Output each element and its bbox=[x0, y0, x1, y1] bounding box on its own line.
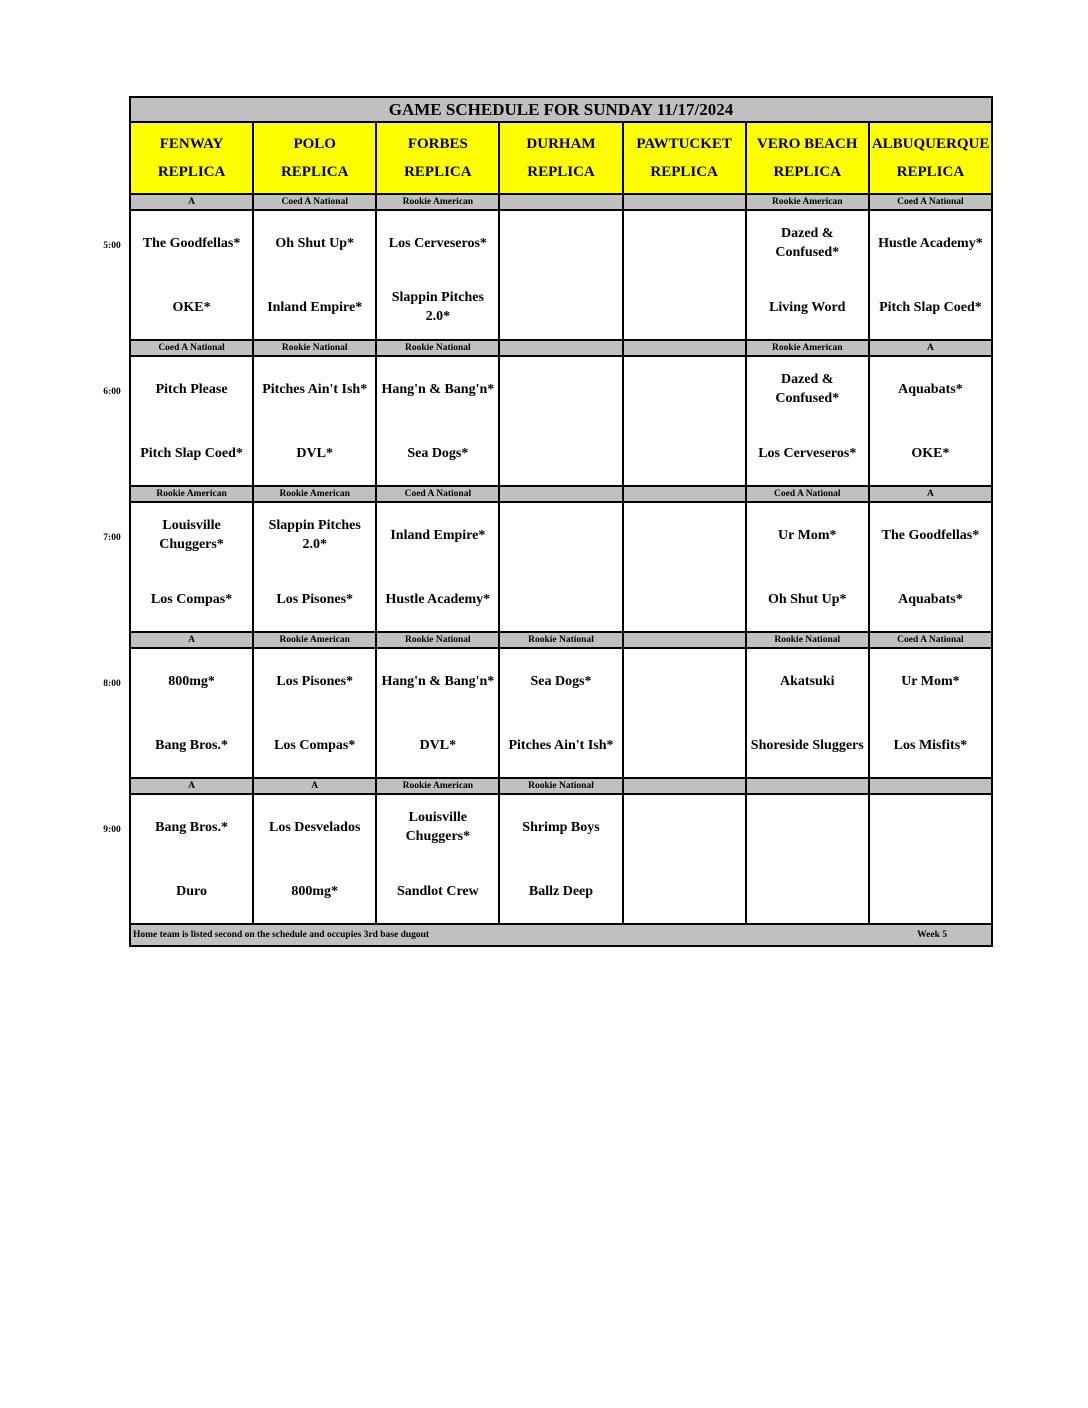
division-label bbox=[623, 632, 746, 648]
game-cell bbox=[869, 648, 992, 778]
home-team: Aquabats* bbox=[898, 591, 963, 607]
division-label: Coed A National bbox=[376, 486, 499, 502]
field-header-albuquerque bbox=[869, 122, 992, 194]
game-row bbox=[130, 210, 992, 340]
home-team bbox=[626, 421, 743, 485]
matchup bbox=[502, 649, 619, 777]
game-cell bbox=[499, 502, 622, 632]
matchup bbox=[133, 649, 250, 777]
time-slot-label: 7:00 bbox=[103, 533, 121, 543]
away-team: Akatsuki bbox=[780, 673, 835, 689]
matchup bbox=[133, 795, 250, 923]
away-team: The Goodfellas* bbox=[142, 235, 241, 251]
time-slot-label: 8:00 bbox=[103, 679, 121, 689]
footer-cell bbox=[130, 924, 992, 946]
game-cell bbox=[499, 648, 622, 778]
away-team: 800mg* bbox=[168, 673, 215, 689]
game-cell bbox=[376, 356, 499, 486]
home-team bbox=[872, 859, 989, 923]
game-cell bbox=[623, 794, 746, 924]
division-label: Rookie American bbox=[376, 778, 499, 794]
division-label: Coed A National bbox=[869, 194, 992, 210]
home-team: Sea Dogs* bbox=[407, 445, 469, 461]
division-label bbox=[623, 486, 746, 502]
game-cell bbox=[130, 502, 253, 632]
matchup bbox=[256, 795, 373, 923]
home-team: Los Misfits* bbox=[893, 737, 968, 753]
home-team bbox=[502, 421, 619, 485]
home-team: Los Compas* bbox=[150, 591, 233, 607]
away-team: Bang Bros.* bbox=[155, 819, 228, 835]
away-team bbox=[626, 357, 743, 421]
matchup bbox=[626, 649, 743, 777]
division-label bbox=[499, 486, 622, 502]
division-label bbox=[623, 194, 746, 210]
division-label: Rookie National bbox=[376, 632, 499, 648]
division-label: A bbox=[869, 486, 992, 502]
game-cell bbox=[130, 794, 253, 924]
division-label: Coed A National bbox=[869, 632, 992, 648]
matchup bbox=[749, 795, 866, 923]
away-team: The Goodfellas* bbox=[881, 527, 980, 543]
away-team: Louisville Chuggers* bbox=[159, 518, 224, 552]
field-header-durham bbox=[499, 122, 622, 194]
game-cell bbox=[376, 502, 499, 632]
matchup bbox=[872, 357, 989, 485]
game-cell bbox=[253, 210, 376, 340]
field-name: DURHAM bbox=[526, 136, 596, 152]
division-label bbox=[869, 778, 992, 794]
away-team bbox=[626, 503, 743, 567]
division-label: Rookie American bbox=[130, 486, 253, 502]
division-label: A bbox=[130, 632, 253, 648]
home-team bbox=[626, 567, 743, 631]
field-name: POLO bbox=[293, 136, 336, 152]
away-team bbox=[626, 649, 743, 713]
division-row bbox=[130, 340, 992, 356]
home-team bbox=[626, 859, 743, 923]
matchup bbox=[502, 795, 619, 923]
game-cell bbox=[746, 648, 869, 778]
game-cell bbox=[499, 210, 622, 340]
home-team: Inland Empire* bbox=[267, 299, 363, 315]
home-team: Slappin Pitches 2.0* bbox=[391, 290, 484, 324]
home-team: DVL* bbox=[296, 445, 333, 461]
schedule-title: GAME SCHEDULE FOR SUNDAY 11/17/2024 bbox=[130, 97, 992, 122]
game-row bbox=[130, 356, 992, 486]
game-cell bbox=[869, 210, 992, 340]
away-team: Pitch Please bbox=[155, 381, 228, 397]
matchup bbox=[379, 649, 496, 777]
division-label: Rookie American bbox=[746, 340, 869, 356]
division-label: Rookie American bbox=[253, 632, 376, 648]
division-label: Rookie National bbox=[746, 632, 869, 648]
matchup bbox=[626, 795, 743, 923]
game-cell bbox=[253, 648, 376, 778]
division-label: Rookie National bbox=[253, 340, 376, 356]
matchup bbox=[872, 795, 989, 923]
away-team bbox=[626, 211, 743, 275]
game-cell bbox=[130, 210, 253, 340]
matchup bbox=[502, 357, 619, 485]
field-header-pawtucket bbox=[623, 122, 746, 194]
matchup bbox=[256, 503, 373, 631]
game-cell bbox=[376, 648, 499, 778]
home-team: OKE* bbox=[172, 299, 211, 315]
away-team bbox=[626, 795, 743, 859]
game-cell bbox=[253, 502, 376, 632]
division-row bbox=[130, 778, 992, 794]
matchup bbox=[872, 503, 989, 631]
game-cell bbox=[869, 502, 992, 632]
game-cell bbox=[623, 502, 746, 632]
field-subtitle: REPLICA bbox=[527, 164, 595, 180]
schedule-sheet bbox=[129, 96, 993, 947]
division-label: Coed A National bbox=[253, 194, 376, 210]
footer-content bbox=[133, 930, 989, 940]
matchup bbox=[256, 211, 373, 339]
division-label bbox=[499, 194, 622, 210]
division-label bbox=[499, 340, 622, 356]
home-team: Living Word bbox=[769, 299, 846, 315]
away-team: Los Desvelados bbox=[269, 819, 361, 835]
game-cell bbox=[499, 794, 622, 924]
away-team: Louisville Chuggers* bbox=[405, 810, 471, 844]
matchup bbox=[872, 649, 989, 777]
away-team: Oh Shut Up* bbox=[275, 235, 354, 251]
game-cell bbox=[130, 648, 253, 778]
division-label: Coed A National bbox=[746, 486, 869, 502]
field-header-polo bbox=[253, 122, 376, 194]
footer-row bbox=[130, 924, 992, 946]
matchup bbox=[379, 357, 496, 485]
home-team bbox=[749, 859, 866, 923]
division-label: A bbox=[253, 778, 376, 794]
home-team: Duro bbox=[176, 883, 207, 899]
matchup bbox=[502, 211, 619, 339]
matchup bbox=[379, 795, 496, 923]
division-label: Rookie American bbox=[376, 194, 499, 210]
field-name: FENWAY bbox=[159, 136, 224, 152]
home-team: Oh Shut Up* bbox=[767, 591, 847, 607]
game-row bbox=[130, 794, 992, 924]
away-team: Hang'n & Bang'n* bbox=[381, 381, 495, 397]
field-name: FORBES bbox=[407, 136, 468, 152]
game-cell bbox=[376, 794, 499, 924]
away-team: Los Pisones* bbox=[276, 673, 354, 689]
division-label: A bbox=[130, 194, 253, 210]
game-cell bbox=[746, 502, 869, 632]
field-header-forbes bbox=[376, 122, 499, 194]
away-team: Slappin Pitches 2.0* bbox=[268, 518, 361, 552]
field-header-vero-beach bbox=[746, 122, 869, 194]
game-cell bbox=[623, 356, 746, 486]
matchup bbox=[626, 211, 743, 339]
division-label: Rookie National bbox=[376, 340, 499, 356]
time-slot-label: 9:00 bbox=[103, 825, 121, 835]
away-team bbox=[502, 211, 619, 275]
matchup bbox=[749, 211, 866, 339]
home-team: Shoreside Sluggers bbox=[750, 737, 864, 753]
game-cell bbox=[499, 356, 622, 486]
home-team bbox=[502, 275, 619, 339]
game-cell bbox=[623, 210, 746, 340]
week-label: Week 5 bbox=[917, 930, 947, 940]
division-row bbox=[130, 194, 992, 210]
home-team bbox=[626, 275, 743, 339]
home-team: Hustle Academy* bbox=[385, 591, 491, 607]
away-team: Ur Mom* bbox=[901, 673, 960, 689]
home-team: Pitch Slap Coed* bbox=[879, 299, 982, 315]
home-team: Pitches Ain't Ish* bbox=[508, 737, 614, 753]
away-team: Sea Dogs* bbox=[530, 673, 592, 689]
matchup bbox=[626, 357, 743, 485]
game-cell bbox=[746, 794, 869, 924]
field-subtitle: REPLICA bbox=[280, 164, 349, 180]
field-name: PAWTUCKET bbox=[636, 136, 732, 152]
away-team bbox=[872, 795, 989, 859]
matchup bbox=[502, 503, 619, 631]
game-cell bbox=[746, 356, 869, 486]
matchup bbox=[749, 357, 866, 485]
division-label: Rookie National bbox=[499, 778, 622, 794]
away-team: Hustle Academy* bbox=[878, 235, 983, 251]
division-row bbox=[130, 632, 992, 648]
away-team bbox=[749, 795, 866, 859]
game-row bbox=[130, 502, 992, 632]
field-header-row bbox=[130, 122, 992, 194]
field-subtitle: REPLICA bbox=[157, 164, 226, 180]
field-subtitle: REPLICA bbox=[773, 164, 842, 180]
home-team: Bang Bros.* bbox=[155, 737, 228, 753]
field-subtitle: REPLICA bbox=[650, 164, 718, 180]
field-header-fenway bbox=[130, 122, 253, 194]
division-row bbox=[130, 486, 992, 502]
division-label: Rookie National bbox=[499, 632, 622, 648]
matchup bbox=[133, 211, 250, 339]
schedule-table bbox=[129, 96, 993, 947]
home-team: Los Pisones* bbox=[276, 591, 354, 607]
home-team-note: Home team is listed second on the schedule and occupies 3rd base dugout bbox=[133, 930, 430, 940]
game-cell bbox=[746, 210, 869, 340]
away-team bbox=[502, 503, 619, 567]
home-team bbox=[502, 567, 619, 631]
field-subtitle: REPLICA bbox=[404, 164, 472, 180]
division-label: Rookie American bbox=[746, 194, 869, 210]
matchup bbox=[749, 503, 866, 631]
game-cell bbox=[253, 794, 376, 924]
division-label bbox=[746, 778, 869, 794]
home-team: Los Compas* bbox=[274, 737, 356, 753]
away-team: Aquabats* bbox=[898, 381, 963, 397]
game-cell bbox=[869, 794, 992, 924]
home-team: Ballz Deep bbox=[528, 883, 594, 899]
matchup bbox=[872, 211, 989, 339]
away-team: Ur Mom* bbox=[778, 527, 837, 543]
matchup bbox=[379, 211, 496, 339]
away-team: Dazed & Confused* bbox=[775, 372, 840, 406]
away-team bbox=[502, 357, 619, 421]
time-slot-label: 6:00 bbox=[103, 387, 121, 397]
field-subtitle: REPLICA bbox=[896, 164, 965, 180]
game-cell bbox=[869, 356, 992, 486]
time-slot-label: 5:00 bbox=[103, 241, 121, 251]
home-team: OKE* bbox=[911, 445, 950, 461]
home-team: Sandlot Crew bbox=[396, 883, 479, 899]
matchup bbox=[133, 503, 250, 631]
division-label bbox=[623, 340, 746, 356]
matchup bbox=[749, 649, 866, 777]
home-team: DVL* bbox=[419, 737, 457, 753]
division-label bbox=[623, 778, 746, 794]
division-label: A bbox=[130, 778, 253, 794]
division-label: Rookie American bbox=[253, 486, 376, 502]
away-team: Hang'n & Bang'n* bbox=[381, 673, 495, 689]
game-cell bbox=[130, 356, 253, 486]
game-row bbox=[130, 648, 992, 778]
away-team: Inland Empire* bbox=[390, 527, 486, 543]
away-team: Pitches Ain't Ish* bbox=[262, 381, 368, 397]
matchup bbox=[133, 357, 250, 485]
away-team: Shrimp Boys bbox=[522, 819, 600, 835]
home-team: 800mg* bbox=[291, 883, 339, 899]
division-label: Coed A National bbox=[130, 340, 253, 356]
matchup bbox=[626, 503, 743, 631]
matchup bbox=[379, 503, 496, 631]
game-cell bbox=[376, 210, 499, 340]
matchup bbox=[256, 649, 373, 777]
home-team: Los Cerveseros* bbox=[758, 445, 857, 461]
home-team bbox=[626, 713, 743, 777]
away-team: Los Cerveseros* bbox=[388, 235, 487, 251]
game-cell bbox=[623, 648, 746, 778]
home-team: Pitch Slap Coed* bbox=[140, 445, 243, 461]
field-name: VERO BEACH bbox=[757, 136, 858, 152]
game-cell bbox=[253, 356, 376, 486]
field-name: ALBUQUERQUE bbox=[871, 136, 990, 152]
division-label: A bbox=[869, 340, 992, 356]
matchup bbox=[256, 357, 373, 485]
away-team: Dazed & Confused* bbox=[775, 226, 840, 260]
